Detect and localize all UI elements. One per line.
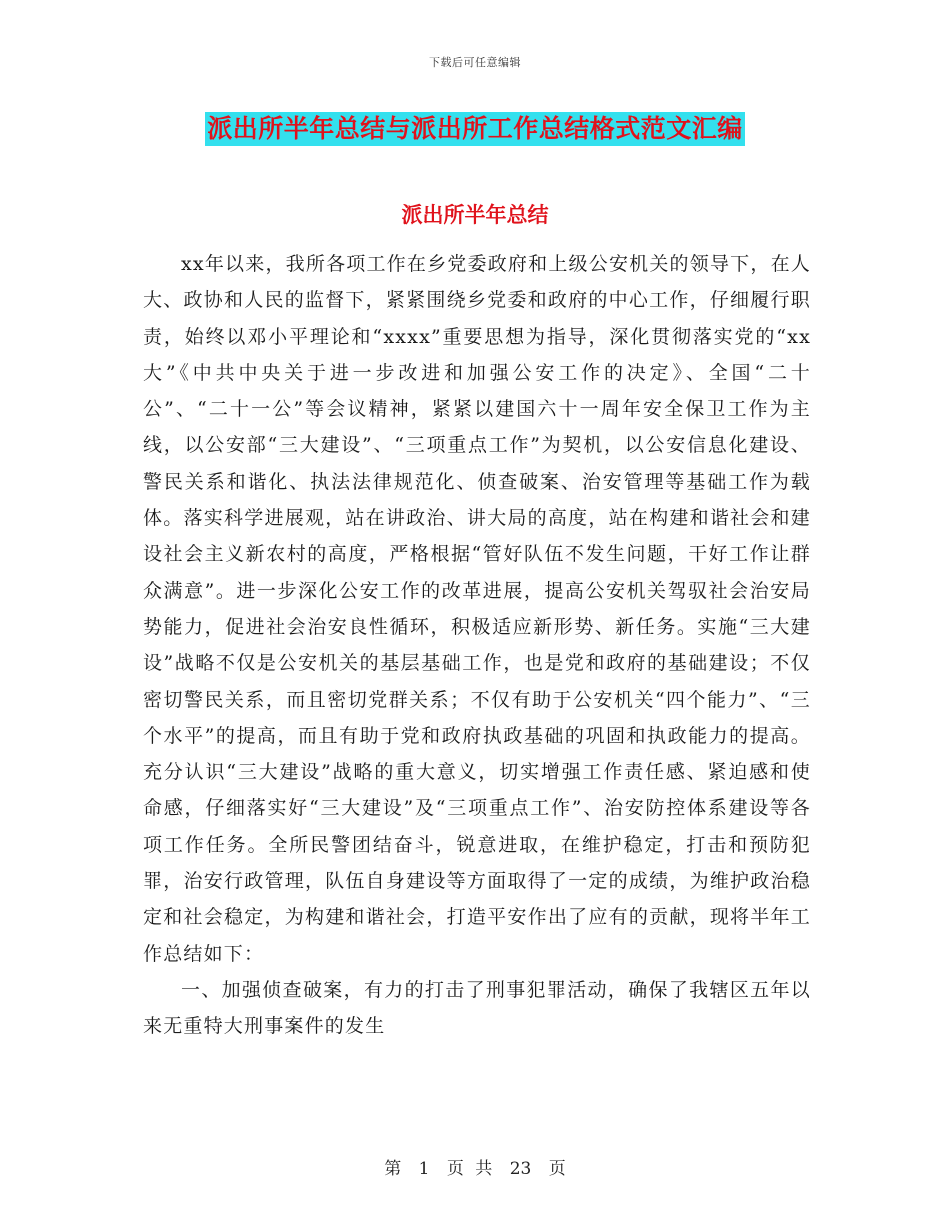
page-footer-middle: 页 共: [446, 1159, 493, 1179]
body-paragraph: 一、加强侦查破案，有力的打击了刑事犯罪活动，确保了我辖区五年以来无重特大刑事案件的发生: [143, 978, 811, 1038]
page-number-current: 1: [418, 1159, 430, 1179]
body-paragraph: xx年以来，我所各项工作在乡党委政府和上级公安机关的领导下，在人大、政协和人民的监督下，紧紧围绕乡党委和政府的中心工作，仔细履行职责，始终以邓小平理论和“xxxx”重要思想为指导，深化贯彻落实党的“xx大”《中共中央关于进一步改进和加强公安工作的决定》、全国“二十公”、“二十一公”等会议精神，紧紧以建国六十一周年安全保卫工作为主线，以公安部“三大建设”、“三项重点工作”为契机，以公安信息化建设、警民关系和谐化、执法法律规范化、侦查破案、治安管理等基础工作为载体。落实科学进展观，站在讲政治、讲大局的高度，站在构建和谐社会和建设社会主义新农村的高度，严格根据“管好队伍不发生问题，干好工作让群众满意”。进一步深化公安工作的改革进展，提高公安机关驾驭社会治安局势能力，促进社会治安良性循环，积极适应新形势、新任务。实施“三大建设”战略不仅是公安机关的基层基础工作，也是党和政府的基础建设；不仅密切警民关系，而且密切党群关系；不仅有助于公安机关“四个能力”、“三个水平”的提高，而且有助于党和政府执政基础的巩固和执政能力的提高。充分认识“三大建设”战略的重大意义，切实增强工作责任感、紧迫感和使命感，仔细落实好“三大建设”及“三项重点工作”、治安防控体系建设等各项工作任务。全所民警团结奋斗，锐意进取，在维护稳定，打击和预防犯罪，治安行政管理，队伍自身建设等方面取得了一定的成绩，为维护政治稳定和社会稳定，为构建和谐社会，打造平安作出了应有的贡献，现将半年工作总结如下：: [143, 253, 811, 965]
document-title: 派出所半年总结与派出所工作总结格式范文汇编: [205, 112, 745, 146]
section-title: 派出所半年总结: [401, 202, 549, 227]
page-number-total: 23: [509, 1159, 532, 1179]
page-footer: [0, 1154, 950, 1179]
page-footer-suffix: 页: [548, 1159, 566, 1179]
page-header-note: 下载后可任意编辑: [429, 56, 521, 69]
document-body: [143, 246, 811, 1045]
document-title-container: [0, 112, 950, 146]
page-footer-prefix: 第: [384, 1159, 402, 1179]
